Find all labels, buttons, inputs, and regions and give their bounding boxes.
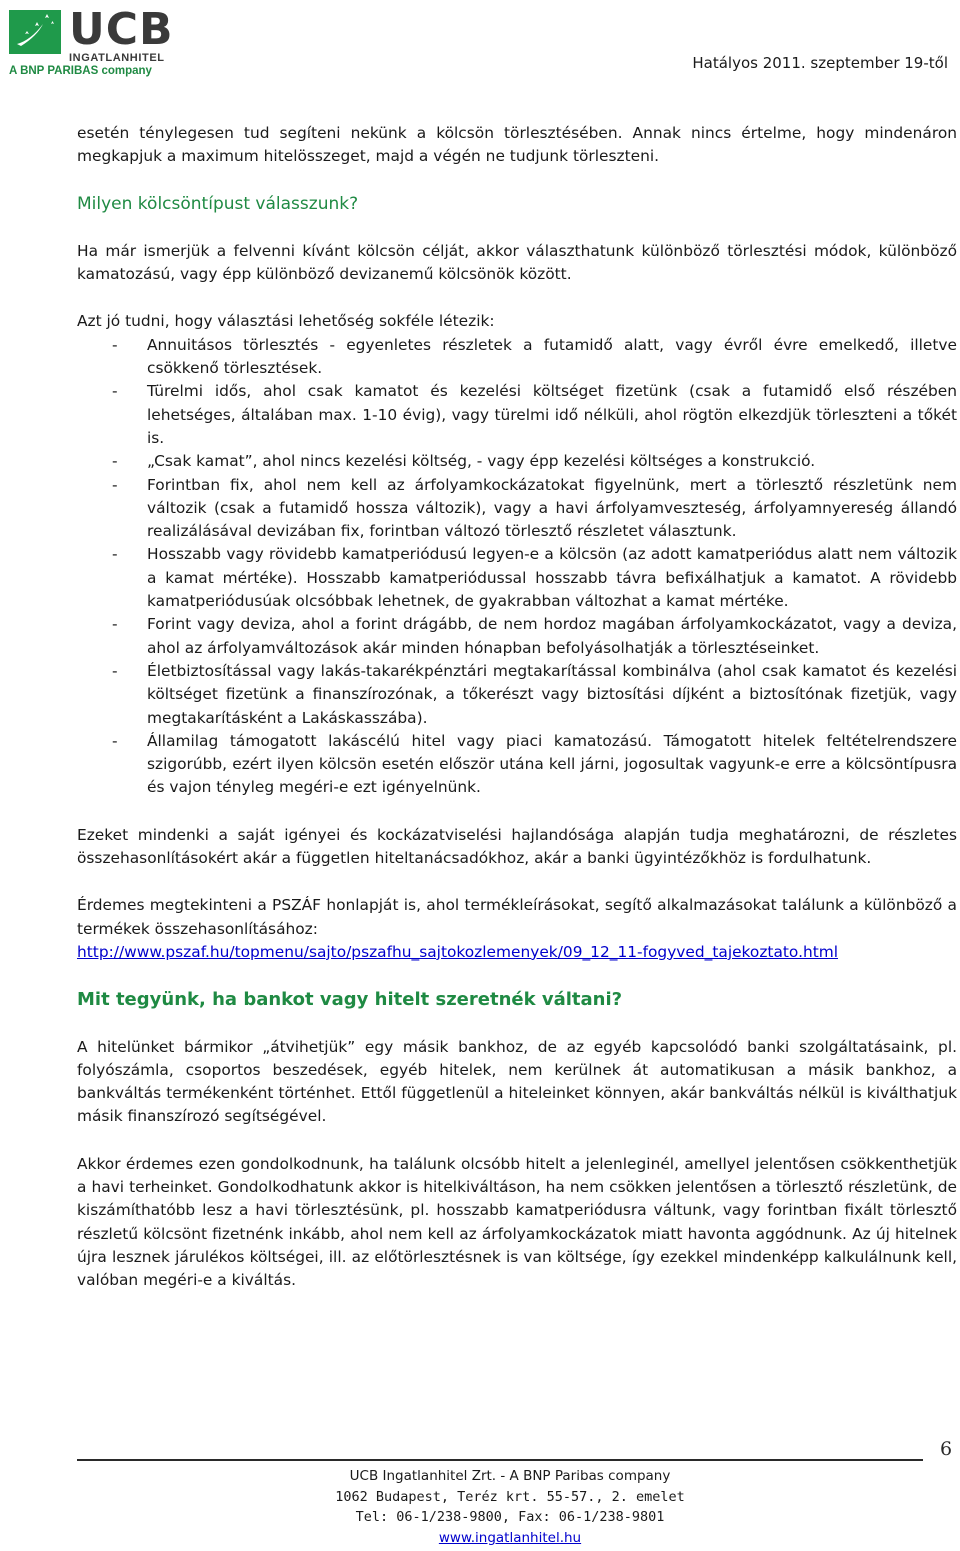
logo-ucb-text: UCB xyxy=(69,4,174,55)
footer-company: UCB Ingatlanhitel Zrt. - A BNP Paribas company xyxy=(349,1468,671,1484)
list-item: - Életbiztosítással vagy lakás-takarékpénztári megtakarítással kombinálva (ahol csak kamatot és kezelési költséget fizetünk a finanszírozónak, a tőkerészt vagy biztosítási díjként a biztosítónak fizetjük, vagy megtakarításként a Lakáskasszába). xyxy=(112,661,957,727)
heading-loan-type: Milyen kölcsöntípust válasszunk? xyxy=(77,193,359,214)
list-item: - Türelmi idős, ahol csak kamatot és kezelési költséget fizetünk (csak a futamidő első részében lehetséges, általában max. 1-10 évig), vagy türelmi idő nélküli, ahol rögtön elkezdjük törleszteni a tőkét is. xyxy=(112,382,957,447)
footer-website-link[interactable]: www.ingatlanhitel.hu xyxy=(438,1529,582,1546)
page-number: 6 xyxy=(940,1438,953,1460)
list-item: - Annuitásos törlesztés - egyenletes részletek a futamidő alatt, vagy évről évre emelkedő, illetve csökkenő törlesztések. xyxy=(112,335,957,378)
pszaf-link-line xyxy=(77,941,957,964)
footer-address: 1062 Budapest, Teréz krt. 55-57., 2. emelet xyxy=(335,1488,685,1505)
list-item: - Forint vagy deviza, ahol a forint drágább, de nem hordoz magában árfolyamkockázatot, vagy a deviza, ahol az árfolyamváltozások akár minden hónapban befolyásolhatják a törlesztéseinket. xyxy=(112,615,957,657)
pszaf-link[interactable]: http://www.pszaf.hu/topmenu/sajto/pszafhu_sajtokozlemenyek/09_12_11-fogyved_tajekoztato.html xyxy=(77,942,839,961)
footer xyxy=(0,1466,960,1548)
paragraph-options-intro: Azt jó tudni, hogy választási lehetőség sokféle létezik: xyxy=(77,312,495,331)
options-list xyxy=(77,334,957,800)
logo-company-tagline: A BNP PARIBAS company xyxy=(9,65,152,77)
validity-date: Hatályos 2011. szeptember 19-től xyxy=(692,54,948,72)
document-body xyxy=(77,122,957,1292)
footer-divider xyxy=(77,1459,923,1461)
paragraph-choice: Ha már ismerjük a felvenni kívánt kölcsön célját, akkor választhatunk különböző törlesztési módok, különböző kamatozású, vagy épp különböző devizanemű kölcsönök között. xyxy=(77,241,957,284)
paragraph-advisors: Ezeket mindenki a saját igényei és kockázatviselési hajlandósága alapján tudja meghatározni, de részletes összehasonlításokért akár a független hiteltanácsadókhoz, akár a banki ügyintézőkhöz is fordulhatunk. xyxy=(77,825,957,868)
paragraph-transfer: A hitelünket bármikor „átvihetjük” egy másik bankhoz, de az egyéb kapcsolódó banki szolgáltatásaink, pl. folyószámla, csoportos beszedések, egyéb hitelek, nem kerülnek át automatikusan a másik bankhoz, a bankváltás termékenként történhet. Ettől függetlenül a hiteleinket könnyen, akár bankváltás nélkül is kiválthatjuk másik finanszírozó segítségével. xyxy=(77,1037,957,1126)
logo-subtitle: INGATLANHITEL xyxy=(69,52,165,64)
list-item: - Forintban fix, ahol nem kell az árfolyamkockázatokat figyelnünk, mert a törlesztő részletünk nem változik (csak a futamidő hossza változik), vagy a havi árfolyamveszteség, árfolyamnyereség állandó realizálásával devizában fix, forintban változó törlesztő részletet választunk. xyxy=(112,475,957,541)
bnp-stars-icon xyxy=(9,10,61,54)
heading-switch-bank: Mit tegyünk, ha bankot vagy hitelt szeretnék váltani? xyxy=(77,989,623,1011)
list-item: - Hosszabb vagy rövidebb kamatperiódusú legyen-e a kölcsön (az adott kamatperiódus alatt nem változik a kamat mértéke). Hosszabb kamatperiódussal hosszabb távra befixálhatjuk a kamatot. A rövidebb kamatperiódusúak olcsóbbak lehetnek, de gyakrabban változhat a kamat mértéke. xyxy=(112,545,957,611)
list-item: - „Csak kamat”, ahol nincs kezelési költség, - vagy épp kezelési költséges a konstrukció. xyxy=(112,452,816,471)
paragraph-intro: esetén ténylegesen tud segíteni nekünk a kölcsön törlesztésében. Annak nincs értelme, hogy mindenáron megkapjuk a maximum hitelösszeget, majd a végén ne tudjunk törleszteni. xyxy=(77,124,957,166)
paragraph-pszaf: Érdemes megtekinteni a PSZÁF honlapját is, ahol termékleírásokat, segítő alkalmazásokat találunk a különböző a termékek összehasonlításához: xyxy=(77,896,957,938)
company-logo xyxy=(9,4,184,78)
list-item: - Állami​lag támogatott lakáscélú hitel vagy piaci kamatozású. Támogatott hitelek feltételrendszere szigorúbb, ezért ilyen kölcsön esetén először utána kell járni, jogosultak vagyunk-e erre a kölcsöntípusra és vajon tényleg megéri-e ezt igényelnünk. xyxy=(112,731,957,797)
footer-phone: Tel: 06-1/238-9800, Fax: 06-1/238-9801 xyxy=(355,1509,665,1525)
paragraph-refinance: Akkor érdemes ezen gondolkodnunk, ha találunk olcsóbb hitelt a jelenleginél, amellyel jelentősen csökkenthetjük a havi terheinket. Gondolkodhatunk akkor is hitelkiváltáson, ha nem csökken jelentősen a törlesztő részletünk, de kiszámíthatóbb lesz a havi törlesztésünk, pl. hosszabb kamatperiódusra váltunk, vagy forintban fixált törlesztő részletű kölcsönt fizetnénk inkább, ahol nem kell az árfolyamkockázatok miatt havonta aggódnunk. Az új hitelnek újra lesznek járulékos költségei, ill. az előtörlesztésnek is van költsége, így ezekkel mindenképp kalkulálnunk kell, valóban megéri-e a kiváltás. xyxy=(77,1154,957,1290)
